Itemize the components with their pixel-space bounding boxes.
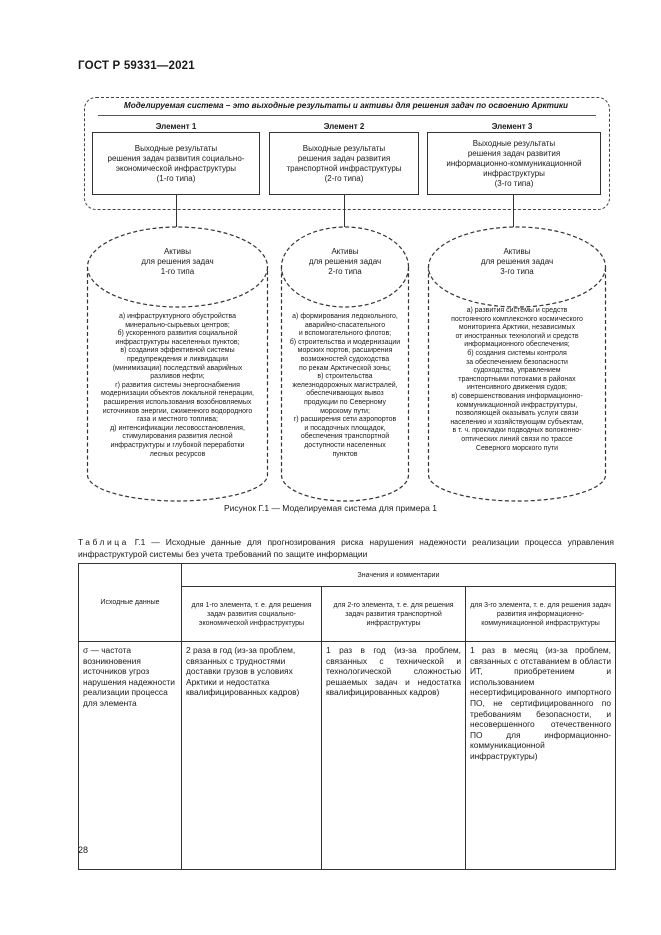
assets-3-title: Активы для решения задач 3-го типа bbox=[480, 247, 554, 276]
header-source-data: Исходные данные bbox=[79, 564, 182, 642]
page-number: 28 bbox=[78, 845, 89, 855]
header-values-comments: Значения и комментарии bbox=[182, 564, 616, 587]
value-element-1: 2 раза в год (из-за проблем, связанных с трудностями доставки грузов в условиях Арктики и недостатка квалифицированных кадров) bbox=[182, 642, 322, 870]
assets-2-title: Активы для решения задач 2-го типа bbox=[308, 247, 382, 276]
param-cell: σ — частота возникновения источников угроз нарушения надежности реализации процесса для элемента bbox=[79, 642, 182, 870]
element-3-label: Элемент 3 bbox=[491, 122, 533, 131]
frame-divider bbox=[98, 115, 596, 116]
assets-2-list: а) формирования ледокольного, аварийно-спасательного и вспомогательного флотов; б) строительства и модернизации морских портов, расширения возможностей судоходства по рекам Арктической зоны; в) строительства железнодорожных магистралей, обеспечивающих вывоз продукции по Северному морскому пути; г) расширения сети аэропортов и посадочных площадок, обеспечения транспортной доступности населенных пунктов bbox=[289, 313, 401, 458]
table-caption-label: Таблица bbox=[78, 537, 129, 547]
assets-cylinder-3 bbox=[427, 225, 607, 503]
figure-caption: Рисунок Г.1 — Моделируемая система для примера 1 bbox=[224, 503, 437, 513]
assets-1-title: Активы для решения задач 1-го типа bbox=[141, 247, 214, 276]
element-2-label: Элемент 2 bbox=[323, 122, 365, 131]
header-element-1: для 1-го элемента, т. е. для решения задач развития социально-экономической инфраструктуры bbox=[182, 587, 322, 642]
table-caption-text: Г.1 — Исходные данные для прогнозирования риска нарушения надежности реализации процесса управления инфраструктурой системы без учета требований по защите информации bbox=[78, 537, 614, 559]
element-3-box: Выходные результаты решения задач развития информационно-коммуникационной инфраструктуры (3-го типа) bbox=[427, 132, 601, 195]
assets-3-list: а) развития системы и средств постоянного комплексного космического мониторинга Арктики, независимых от иностранных технологий и средств информационного обеспечения; б) создания системы контроля за обеспечением безопасности судоходства, управлением транспортными потоками в районах интенсивного движения судов; в) совершенствования информационно- коммуникационной инфраструктуры, позволяющей оказывать услуги связи населению и хозяйствующим субъектам, в т. ч. прокладки подводных волоконно- оптических линий связи по трассе Северного морского пути bbox=[450, 307, 584, 452]
document-code: ГОСТ Р 59331—2021 bbox=[78, 60, 195, 72]
source-data-table bbox=[78, 563, 616, 870]
assets-cylinder-2 bbox=[280, 225, 410, 503]
element-1-box: Выходные результаты решения задач развития социально- экономической инфраструктуры (1-го типа) bbox=[92, 132, 260, 195]
table-row bbox=[79, 642, 616, 870]
table-caption bbox=[78, 536, 614, 560]
frame-title: Моделируемая система – это выходные результаты и активы для решения задач по освоению Арктики bbox=[123, 101, 569, 110]
value-element-3: 1 раз в месяц (из-за проблем, связанных с отставанием в области ИТ, приобретением и использованием несертифицированного импортного ПО, не сертифицированного по требованиям безопасности, и несовершенного отечественного ПО для информационно-коммуникационной инфраструктуры) bbox=[466, 642, 616, 870]
element-2-box: Выходные результаты решения задач развития транспортной инфраструктуры (2-го типа) bbox=[269, 132, 419, 195]
assets-cylinder-1 bbox=[86, 225, 269, 503]
header-element-2: для 2-го элемента, т. е. для решения задач развития транспортной инфраструктуры bbox=[322, 587, 466, 642]
assets-1-list: а) инфраструктурного обустройства минерально-сырьевых центров; б) ускоренного развития социальной инфраструктуры населенных пунктов; в) создания эффективной системы предупреждения и ликвидации (минимизации) последствий аварийных разливов нефти; г) развития системы энергоснабжения модернизации объектов локальной генерации, расширения использования возобновляемых источников энергии, сжиженного водородного газа и местного топлива; д) интенсификации лесовосстановления, стимулирования развития лесной инфраструктуры и глубокой переработки лесных ресурсов bbox=[101, 313, 254, 458]
header-element-3: для 3-го элемента, т. е. для решения задач развития информационно-коммуникационной инфраструктуры bbox=[466, 587, 616, 642]
value-element-2: 1 раз в год (из-за проблем, связанных с технической и технологической сложностью решаемых задач и недостатка квалифицированных кадров) bbox=[322, 642, 466, 870]
element-1-label: Элемент 1 bbox=[155, 122, 197, 131]
